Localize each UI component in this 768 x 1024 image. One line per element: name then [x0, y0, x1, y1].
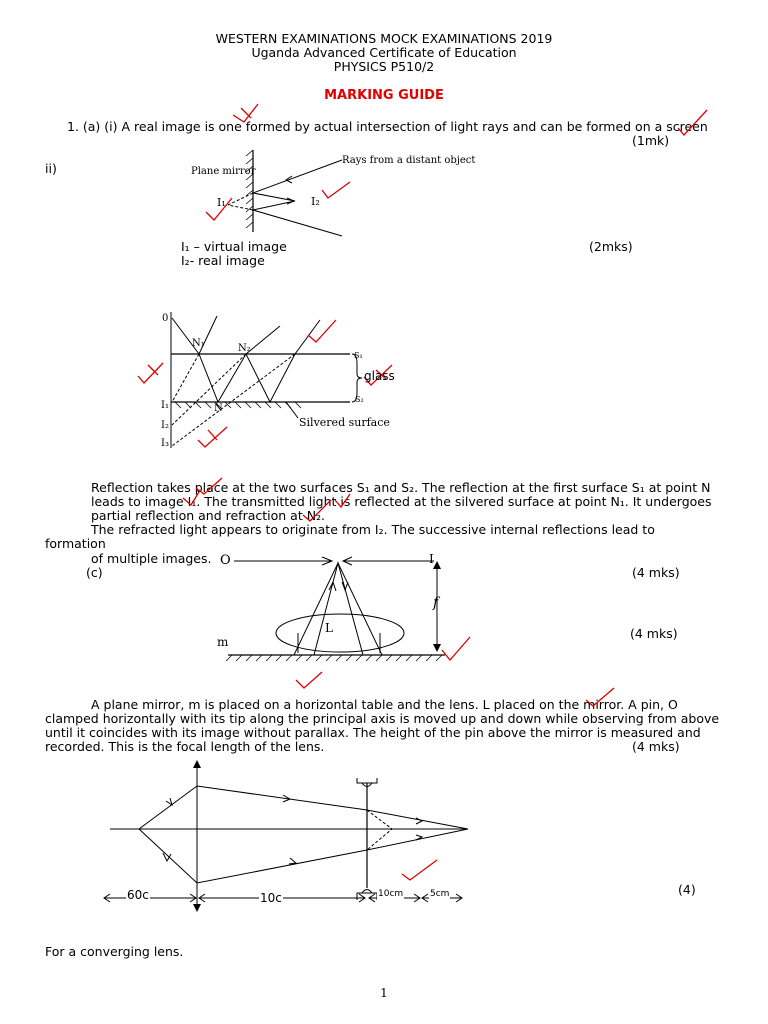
- part-c-marks-2: (4 mks): [630, 626, 678, 641]
- explanation-line-1: Reflection takes place at the two surfaces S₁ and S₂. The reflection at the first surface S₁ at point N: [91, 480, 711, 495]
- n2-label: N₂: [238, 343, 251, 354]
- n1-label: N₁: [192, 338, 205, 349]
- distance-5cm-label: 5cm: [430, 889, 450, 899]
- i3-image-label: I₃: [161, 438, 169, 449]
- s1-label: S₁: [354, 351, 363, 360]
- part-c-label: (c): [86, 565, 103, 580]
- q1-a-i-answer: 1. (a) (i) A real image is one formed by actual intersection of light rays and can be formed on a screen: [67, 119, 708, 134]
- q1-a-ii-label: ii): [45, 161, 57, 176]
- distance-10-label: 10c: [260, 891, 282, 905]
- image-i1-label: I₁: [217, 196, 226, 209]
- glass-label: glass: [364, 369, 395, 383]
- focal-length-f-label: f: [433, 595, 439, 611]
- converging-lens-text: For a converging lens.: [45, 944, 184, 959]
- s2-label: S₂: [355, 395, 364, 404]
- i2-real-text: I₂- real image: [181, 253, 265, 268]
- explanation-line-5: formation: [45, 536, 106, 551]
- marking-guide-heading: MARKING GUIDE: [324, 88, 444, 103]
- a-ii-marks: (2mks): [589, 239, 633, 254]
- i2-image-label: I₂: [161, 420, 169, 431]
- n-label: N: [214, 403, 223, 414]
- lens-l-label: L: [325, 621, 333, 635]
- distance-10cm-label: 10cm: [378, 889, 404, 899]
- q1-a-i-marks: (1mk): [632, 133, 670, 148]
- explanation-line-6: of multiple images.: [91, 551, 212, 566]
- exam-subtitle: Uganda Advanced Certificate of Education: [251, 45, 517, 60]
- exam-title: WESTERN EXAMINATIONS MOCK EXAMINATIONS 2019: [215, 31, 553, 46]
- part-c-marks-1: (4 mks): [632, 565, 680, 580]
- i1-image-label: I₁: [161, 400, 169, 411]
- diagram4-marks: (4): [678, 882, 696, 897]
- page-number: 1: [380, 986, 388, 1000]
- procedure-line-4: recorded. This is the focal length of the lens.: [45, 739, 325, 754]
- image-i-label: I: [429, 552, 434, 566]
- mirror-m-label: m: [217, 635, 229, 649]
- paper-code: PHYSICS P510/2: [333, 59, 435, 74]
- distance-60-label: 60c: [127, 888, 149, 902]
- explanation-line-2: leads to image I₁. The transmitted light is reflected at the silvered surface at point N₁. It undergoes: [91, 494, 712, 509]
- pin-o-label: O: [220, 553, 231, 568]
- procedure-line-2: clamped horizontally with its tip along the principal axis is moved up and down while observing from above: [45, 711, 720, 726]
- plane-mirror-label: Plane mirror: [191, 166, 256, 177]
- i1-virtual-text: I₁ – virtual image: [181, 239, 287, 254]
- silvered-surface-label: Silvered surface: [299, 416, 390, 429]
- origin-0-label: 0: [162, 313, 169, 324]
- procedure-line-3: until it coincides with its image without parallax. The height of the pin above the mirror is measured and: [45, 725, 701, 740]
- procedure-marks: (4 mks): [632, 739, 680, 754]
- image-i2-label: I₂: [311, 195, 320, 208]
- procedure-line-1: A plane mirror, m is placed on a horizontal table and the lens. L placed on the mirror. A pin, O: [91, 697, 678, 712]
- explanation-line-3: partial reflection and refraction at N₂.: [91, 508, 326, 523]
- explanation-line-4: The refracted light appears to originate from I₂. The successive internal reflections lead to: [91, 522, 655, 537]
- rays-label: Rays from a distant object: [342, 155, 476, 166]
